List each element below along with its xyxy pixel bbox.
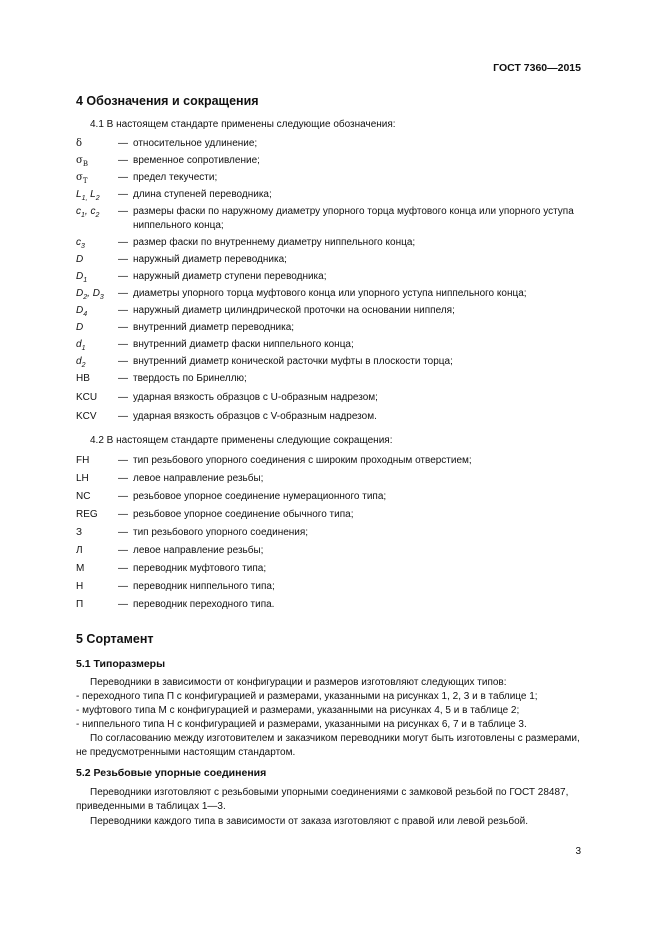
dash: —: [118, 138, 128, 149]
description: временное сопротивление;: [133, 155, 260, 166]
description: переводник муфтового типа;: [133, 563, 267, 574]
description: внутренний диаметр фаски ниппельного конца;: [133, 339, 354, 350]
description: резьбовое упорное соединение нумерационного типа;: [133, 491, 387, 502]
dash: —: [118, 271, 128, 282]
section-5-2-title: 5.2 Резьбовые упорные соединения: [76, 767, 267, 779]
description: наружный диаметр цилиндрической проточки на основании ниппеля;: [133, 305, 455, 316]
description: тип резьбового упорного соединения с широким проходным отверстием;: [133, 455, 472, 466]
dash: —: [118, 581, 128, 592]
dash: —: [118, 473, 128, 484]
section-5-1-title: 5.1 Типоразмеры: [76, 658, 166, 670]
description: твердость по Бринеллю;: [133, 373, 247, 384]
description: размер фаски по внутреннему диаметру ниппельного конца;: [133, 237, 416, 248]
dash: —: [118, 599, 128, 610]
description: размеры фаски по наружному диаметру упорного торца муфтового конца или упорного уступа ниппельного конца;: [133, 206, 574, 231]
dash: —: [118, 509, 128, 520]
dash: —: [118, 155, 128, 166]
symbol: Л: [76, 545, 83, 556]
symbol: D: [76, 254, 84, 265]
section-5-2-paragraph-2: Переводники каждого типа в зависимости от заказа изготовляют с правой или левой резьбой.: [90, 816, 528, 827]
symbol: NC: [76, 491, 91, 502]
section-4-title: 4 Обозначения и сокращения: [76, 94, 259, 108]
symbol: REG: [76, 509, 98, 520]
description: переводник переходного типа.: [133, 599, 275, 610]
symbol: LH: [76, 473, 89, 484]
symbol: δ: [76, 138, 83, 149]
dash: —: [118, 373, 128, 384]
dash: —: [118, 545, 128, 556]
description: тип резьбового упорного соединения;: [133, 527, 309, 538]
symbol: З: [76, 527, 83, 538]
description: переводник ниппельного типа;: [133, 581, 275, 592]
list-item: - муфтового типа М с конфигурацией и размерами, указанными на рисунках 4, 5 и в таблице 2;: [76, 705, 520, 716]
dash: —: [118, 322, 128, 333]
description: ударная вязкость образцов с U-образным надрезом;: [133, 392, 378, 403]
dash: —: [118, 206, 128, 217]
list-item: - ниппельного типа Н с конфигурацией и размерами, указанными на рисунках 6, 7 и в таблице 3.: [76, 719, 527, 730]
symbol: $c_3$: [76, 237, 85, 250]
section-5-title: 5 Сортамент: [76, 632, 154, 646]
symbol: $\sigma_T$: [76, 172, 88, 185]
dash: —: [118, 527, 128, 538]
dash: —: [118, 189, 128, 200]
list-item: - переходного типа П с конфигурацией и размерами, указанными на рисунках 1, 2, 3 и в таблице 1;: [76, 691, 538, 702]
section-5-1-note: По согласованию между изготовителем и заказчиком переводники могут быть изготовлены с размерами, не предусмотренными настоящим стандартом.: [76, 733, 580, 758]
symbol: HB: [76, 373, 90, 384]
description: левое направление резьбы;: [133, 545, 264, 556]
symbol: $L_{1,}$ $L_2$: [76, 189, 100, 202]
symbol: $\sigma_B$: [76, 155, 88, 168]
dash: —: [118, 411, 128, 422]
dash: —: [118, 356, 128, 367]
description: резьбовое упорное соединение обычного типа;: [133, 509, 354, 520]
dash: —: [118, 563, 128, 574]
symbol: М: [76, 563, 85, 574]
symbol: П: [76, 599, 84, 610]
paragraph-4-1: 4.1 В настоящем стандарте применены следующие обозначения:: [90, 119, 396, 130]
symbol: $D_2$, $D_3$: [76, 288, 104, 301]
section-5-2-paragraph-1: Переводники изготовляют с резьбовыми упорными соединениями с замковой резьбой по ГОСТ 28487, приведенными в таблицах 1—3.: [76, 787, 569, 812]
symbol: $d_2$: [76, 356, 86, 369]
symbol: $D_1$: [76, 271, 88, 284]
description: левое направление резьбы;: [133, 473, 264, 484]
description: внутренний диаметр переводника;: [133, 322, 295, 333]
description: относительное удлинение;: [133, 138, 258, 149]
dash: —: [118, 254, 128, 265]
dash: —: [118, 172, 128, 183]
description: диаметры упорного торца муфтового конца или упорного уступа ниппельного конца;: [133, 288, 527, 299]
symbol: FH: [76, 455, 90, 466]
symbol: $c_1$, $c_2$: [76, 206, 100, 219]
symbol: Н: [76, 581, 84, 592]
description: предел текучести;: [133, 172, 218, 183]
description: наружный диаметр переводника;: [133, 254, 287, 265]
dash: —: [118, 237, 128, 248]
section-5-1-intro: Переводники в зависимости от конфигурации и размеров изготовляют следующих типов:: [90, 677, 507, 688]
dash: —: [118, 339, 128, 350]
paragraph-4-2: 4.2 В настоящем стандарте применены следующие сокращения:: [90, 435, 393, 446]
dash: —: [118, 288, 128, 299]
dash: —: [118, 491, 128, 502]
page-number: 3: [575, 846, 581, 857]
document-code: ГОСТ 7360—2015: [493, 62, 581, 74]
symbol: $d_1$: [76, 339, 86, 352]
symbol: D: [76, 322, 84, 333]
dash: —: [118, 455, 128, 466]
description: наружный диаметр ступени переводника;: [133, 271, 327, 282]
description: ударная вязкость образцов с V-образным надрезом.: [133, 411, 377, 422]
description: внутренний диаметр конической расточки муфты в плоскости торца;: [133, 356, 453, 367]
description: длина ступеней переводника;: [133, 189, 272, 200]
symbol: $D_4$: [76, 305, 88, 318]
dash: —: [118, 305, 128, 316]
symbol: KCU: [76, 392, 98, 403]
symbol: KCV: [76, 411, 97, 422]
dash: —: [118, 392, 128, 403]
